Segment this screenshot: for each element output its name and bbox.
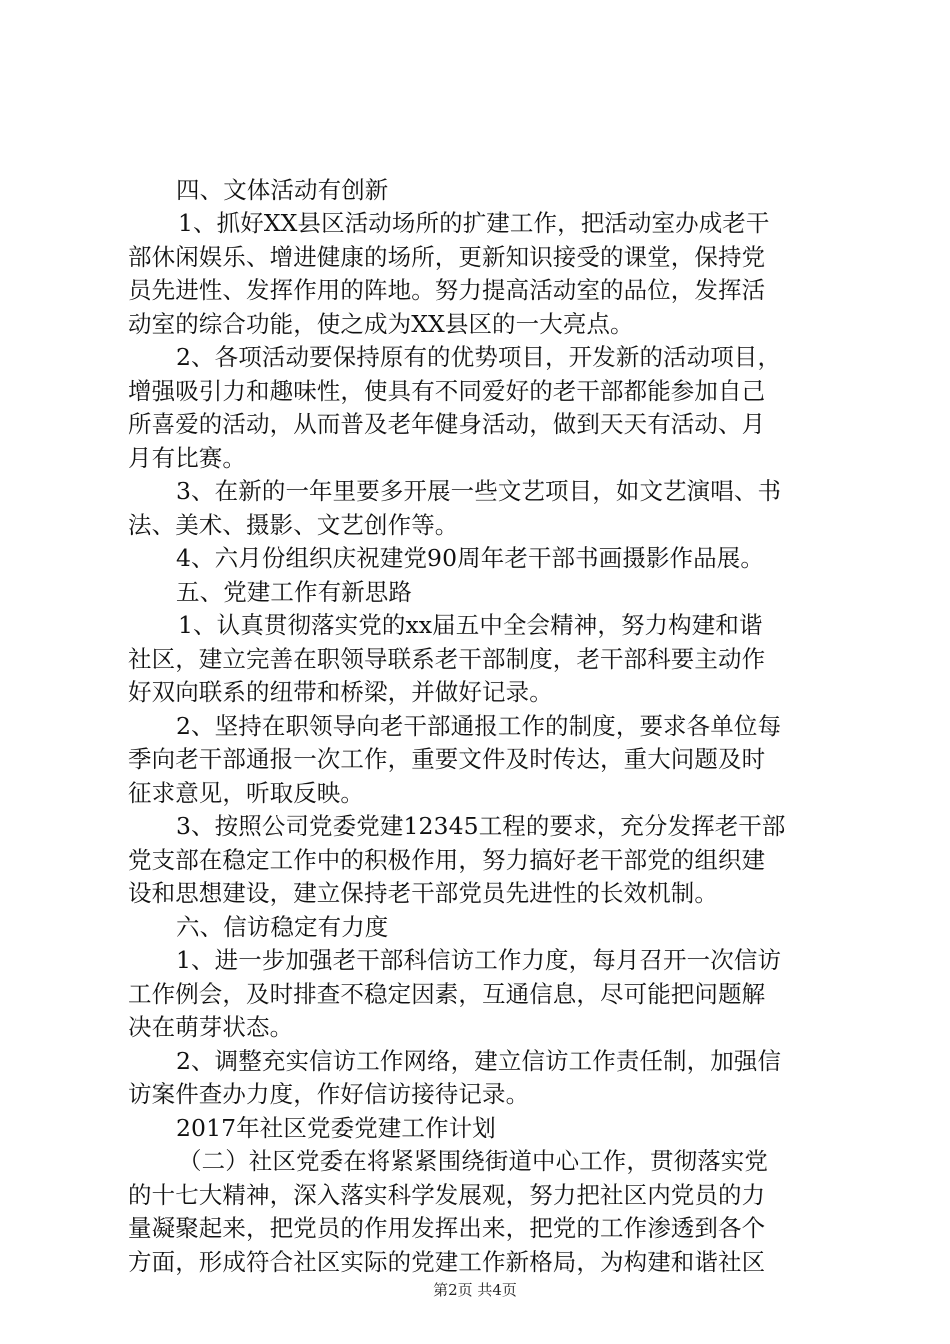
paragraph-line: 3、按照公司党委党建12345工程的要求，充分发挥老干部	[176, 812, 786, 840]
paragraph-line: 动室的综合功能，使之成为XX县区的一大亮点。	[128, 310, 634, 338]
paragraph-line: 工作例会，及时排查不稳定因素，互通信息，尽可能把问题解	[128, 980, 766, 1008]
paragraph-line: 方面，形成符合社区实际的党建工作新格局，为构建和谐社区	[128, 1248, 766, 1276]
paragraph-line: 1、认真贯彻落实党的xx届五中全会精神，努力构建和谐	[178, 611, 763, 639]
paragraph-line: 访案件查办力度，作好信访接待记录。	[128, 1080, 530, 1108]
paragraph-line: 月有比赛。	[128, 444, 246, 472]
paragraph-line: 部休闲娱乐、增进健康的场所，更新知识接受的课堂，保持党	[128, 243, 766, 271]
heading-culture-sports: 四、文体活动有创新	[176, 176, 389, 204]
heading-party-building: 五、党建工作有新思路	[176, 578, 412, 606]
paragraph-line: 量凝聚起来，把党员的作用发挥出来，把党的工作渗透到各个	[128, 1214, 766, 1242]
paragraph-line: 1、进一步加强老干部科信访工作力度，每月召开一次信访	[176, 946, 782, 974]
paragraph-line: 2、坚持在职领导向老干部通报工作的制度，要求各单位每	[176, 712, 782, 740]
paragraph-line: 3、在新的一年里要多开展一些文艺项目，如文艺演唱、书	[176, 477, 782, 505]
paragraph-line: 的十七大精神，深入落实科学发展观，努力把社区内党员的力	[128, 1181, 766, 1209]
paragraph-line: 4、六月份组织庆祝建党90周年老干部书画摄影作品展。	[176, 544, 764, 572]
paragraph-line: 党支部在稳定工作中的积极作用，努力搞好老干部党的组织建	[128, 846, 766, 874]
paragraph-line: 法、美术、摄影、文艺创作等。	[128, 511, 459, 539]
paragraph-line: 季向老干部通报一次工作，重要文件及时传达，重大问题及时	[128, 745, 766, 773]
paragraph-line: 员先进性、发挥作用的阵地。努力提高活动室的品位，发挥活	[128, 276, 766, 304]
paragraph-line: 征求意见，听取反映。	[128, 779, 364, 807]
heading-petition-stability: 六、信访稳定有力度	[176, 913, 389, 941]
paragraph-line: （二）社区党委在将紧紧围绕街道中心工作，贯彻落实党	[178, 1147, 768, 1175]
paragraph-line: 设和思想建设，建立保持老干部党员先进性的长效机制。	[128, 879, 718, 907]
paragraph-line: 所喜爱的活动，从而普及老年健身活动，做到天天有活动、月	[128, 410, 766, 438]
paragraph-line: 好双向联系的纽带和桥梁，并做好记录。	[128, 678, 553, 706]
paragraph-line: 2、各项活动要保持原有的优势项目，开发新的活动项目，	[176, 343, 782, 371]
paragraph-line: 2、调整充实信访工作网络，建立信访工作责任制，加强信	[176, 1047, 782, 1075]
page-number-label: 第2页 共4页	[433, 1281, 517, 1299]
paragraph-line: 决在萌芽状态。	[128, 1013, 294, 1041]
paragraph-line: 社区，建立完善在职领导联系老干部制度，老干部科要主动作	[128, 645, 766, 673]
paragraph-line: 增强吸引力和趣味性，使具有不同爱好的老干部都能参加自己	[128, 377, 766, 405]
paragraph-line: 1、抓好XX县区活动场所的扩建工作，把活动室办成老干	[178, 209, 770, 237]
section-title-2017-plan: 2017年社区党委党建工作计划	[176, 1114, 496, 1142]
page-footer	[0, 1280, 950, 1300]
